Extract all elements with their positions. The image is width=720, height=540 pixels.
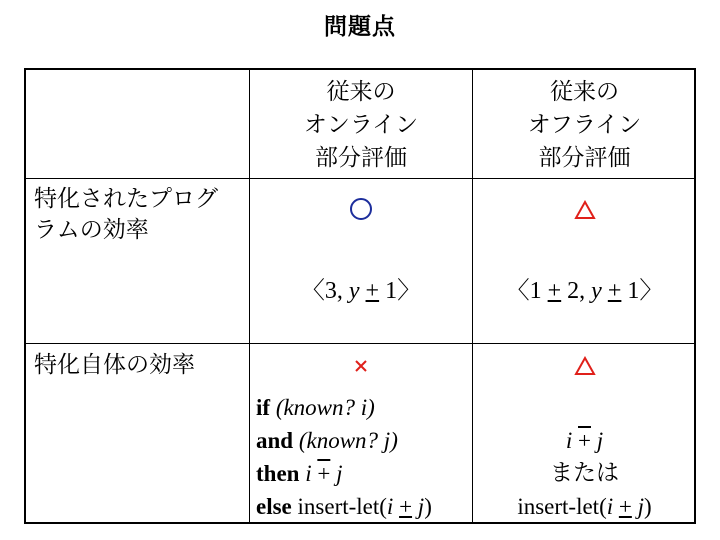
var-y: y <box>591 278 602 304</box>
angle-close: 〉 <box>639 278 664 304</box>
plus-minus: + <box>365 278 380 304</box>
header-offline-line3: 部分評価 <box>538 145 631 171</box>
cond-known-j: (known? j) <box>298 428 398 453</box>
code-line-if <box>256 391 472 424</box>
keyword-then: then <box>256 461 300 486</box>
code-line-then <box>256 457 472 490</box>
online-example <box>250 270 472 305</box>
var-j: j <box>336 461 343 486</box>
minus-plus: + <box>578 428 591 453</box>
plus-minus: + <box>547 278 562 304</box>
or-label: または <box>550 460 619 486</box>
header-offline <box>473 76 696 175</box>
var-i: i <box>606 494 614 519</box>
fn-insert-let: insert-let( <box>297 494 387 519</box>
online-mark-cell <box>250 198 472 224</box>
plus-minus: + <box>399 494 413 519</box>
row-divider <box>26 178 694 179</box>
plus-minus: + <box>607 278 622 304</box>
value-c: 1 <box>627 278 640 304</box>
offline-code <box>473 424 696 523</box>
header-offline-line1: 従来の <box>550 79 619 105</box>
online-code <box>256 391 472 523</box>
var-i: i <box>565 428 573 453</box>
triangle-icon <box>574 356 596 376</box>
offline-insert-let <box>473 490 696 523</box>
var-j: j <box>637 494 644 519</box>
cond-known-i: (known? i) <box>275 395 375 420</box>
code-line-else <box>256 490 472 523</box>
angle-open: 〈 <box>505 278 530 304</box>
header-online-line2: オンライン <box>303 112 419 138</box>
header-online-line3: 部分評価 <box>315 145 407 171</box>
value-a: 1 <box>529 278 542 304</box>
value-b: 1 <box>385 278 398 304</box>
header-online <box>250 76 472 175</box>
row-label-program-efficiency <box>26 184 248 246</box>
var-j: j <box>596 428 604 453</box>
offline-expr <box>473 424 696 457</box>
header-offline-line2: オフライン <box>527 112 642 138</box>
angle-close: 〉 <box>397 278 422 304</box>
angle-open: 〈 <box>300 278 325 304</box>
slide-title: 問題点 <box>324 14 396 40</box>
var-j: j <box>417 494 425 519</box>
code-line-and <box>256 424 472 457</box>
fn-insert-let: insert-let( <box>517 494 607 519</box>
online-mark-cell-2 <box>250 358 472 374</box>
offline-mark-cell <box>473 200 696 220</box>
var-i: i <box>305 461 312 486</box>
plus-minus: + <box>618 494 632 519</box>
offline-mark-cell-2 <box>473 356 696 376</box>
row-label-line1: 特化されたプログ <box>34 186 218 212</box>
circle-icon <box>350 198 372 220</box>
value-b: 2, <box>567 278 586 304</box>
var-y: y <box>348 278 360 304</box>
row-label-specialization-efficiency: 特化自体の効率 <box>34 352 195 378</box>
cross-icon <box>353 358 369 374</box>
value-a: 3, <box>324 278 343 304</box>
comparison-table <box>24 68 696 524</box>
keyword-if: if <box>256 395 271 420</box>
keyword-and: and <box>256 428 294 453</box>
minus-plus: + <box>317 461 331 486</box>
keyword-else: else <box>256 494 292 519</box>
row-label-line2: ラムの効率 <box>34 217 149 243</box>
offline-example <box>473 270 696 305</box>
triangle-icon <box>574 200 596 220</box>
var-i: i <box>386 494 394 519</box>
paren-close: ) <box>424 494 432 519</box>
header-online-line1: 従来の <box>326 79 396 105</box>
paren-close: ) <box>644 494 652 519</box>
row-divider <box>26 343 694 344</box>
